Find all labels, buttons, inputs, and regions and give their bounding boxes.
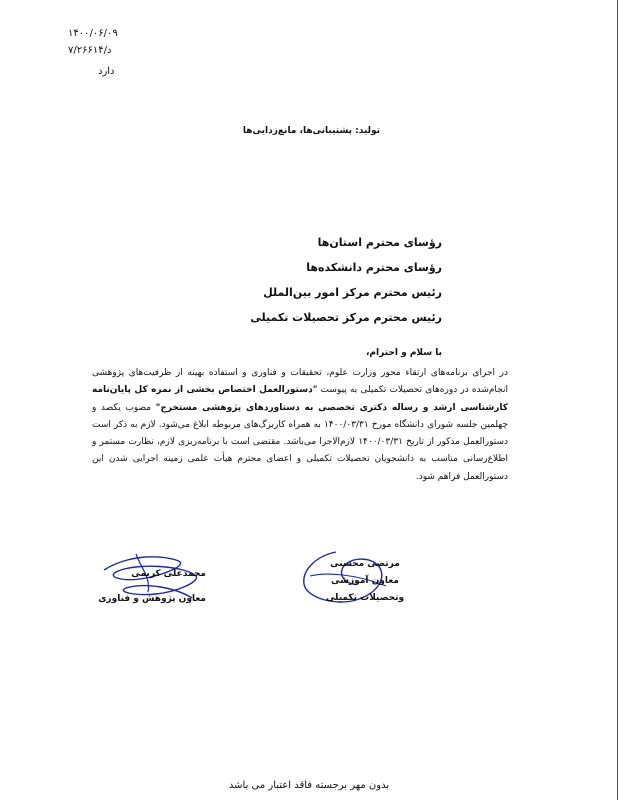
letter-attachment: دارد <box>98 66 115 77</box>
recipient: رئیس محترم مرکز امور بین‌الملل <box>263 286 442 299</box>
signatory-name: محمدعلی کریمی <box>131 569 206 579</box>
signatory-title: معاون آموزشی <box>331 576 399 586</box>
letter-date: ۱۴۰۰/۰۶/۰۹ <box>68 28 118 39</box>
greeting: با سلام و احترام، <box>366 348 442 358</box>
letter-subject: تولید: پشتیبانی‌ها، مانع‌زدایی‌ها <box>242 126 380 136</box>
letter-body <box>92 365 508 486</box>
footer-note: بدون مهر برجسته فاقد اعتبار می باشد <box>228 780 390 791</box>
signature-right <box>310 556 420 607</box>
recipients-list <box>250 230 442 330</box>
recipient: رؤسای محترم استان‌ها <box>317 236 442 249</box>
signature-left <box>98 566 206 608</box>
recipient: رئیس محترم مرکز تحصیلات تکمیلی <box>250 311 442 324</box>
body-bold-title: "دستورالعمل اختصاص بخشی از نمره کل پایان‌نامه کارشناسی ارشد و رساله دکتری تخصصی به دستاوردهای پژوهشی مستخرج" <box>92 385 508 413</box>
recipient: رؤسای محترم دانشکده‌ها <box>306 261 442 274</box>
body-part-1: در اجرای برنامه‌های ارتقاء محور وزارت علوم، تحقیقات و فناوری و استفاده بهینه از ظرفیت‌های پژوهشی انجام‌شده در دوره‌های تحصیلات تکمیلی به پیوست <box>92 368 508 396</box>
signatory-title: معاون پژوهش و فناوری <box>98 594 206 604</box>
signatory-title: وتحصیلات تکمیلی <box>325 593 405 603</box>
signatory-name: مرتضی محسنی <box>330 559 400 569</box>
body-part-2: مصوب یکصد و چهلمین جلسه شورای دانشگاه مورخ ۱۴۰۰/۰۳/۳۱ به همراه کاربرگ‌های مربوطه ابلاغ می‌شود. لازم به ذکر است دستورالعمل مذکور از تاریخ ۱۴۰۰/۰۳/۳۱ لازم‌الاجرا می‌باشد. مقتضی است با برنامه‌ریزی لازم، نظارت مستمر و اطلاع‌رسانی مناسب به دانشجویان تحصیلات تکمیلی و اعضای محترم هیأت علمی زمینه اجرایی شدن این دستورالعمل فراهم شود. <box>92 402 509 482</box>
letter-number: د/۷/۲۶۶۱۴ <box>68 45 112 56</box>
